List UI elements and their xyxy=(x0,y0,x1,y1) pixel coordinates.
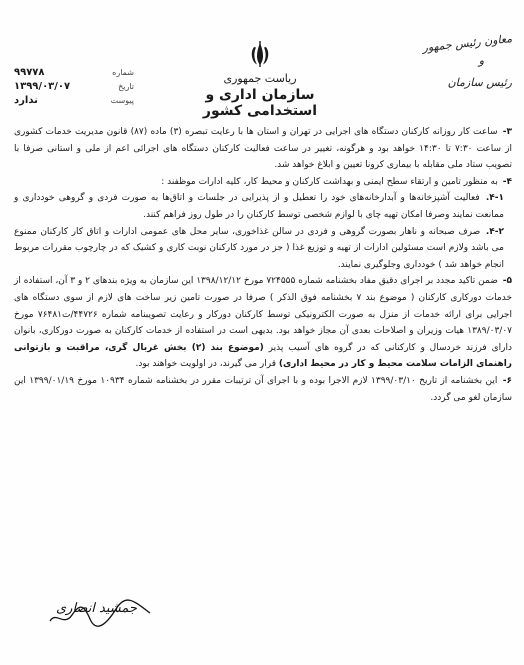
paragraph-4-1-text: فعالیت آشپزخانه‌ها و آبدارخانه‌های خود را تعطیل و از پذیرایی در جلسات و اتاق‌ها به صورت فردی و گروهی خودداری و ممانعت نمایند وصرفا امکان تهیه چای با لوازم شخصی توسط کارکنان را در طول روز فراهم کنند. xyxy=(14,193,504,220)
signature xyxy=(46,591,156,631)
paragraph-5-number: ۵- xyxy=(502,276,512,287)
paragraph-6-number: ۶- xyxy=(502,375,512,386)
meta-date-label: تاریخ xyxy=(118,82,134,91)
paragraph-5-text-end: قرار می گیرند، در اولویت خواهند بود. xyxy=(135,359,277,370)
paragraph-5-bold-text: (موضوع بند (۲) بخش غربال گری، مراقبت و بازتوانی راهنمای الزامات سلامت محیط و کار در محیط اداری) xyxy=(14,342,512,370)
letter-body xyxy=(14,124,512,406)
letter-meta xyxy=(14,66,134,108)
paragraph-4-2 xyxy=(14,224,512,274)
paragraph-6 xyxy=(14,373,512,406)
meta-attachment-value: ندارد xyxy=(14,95,38,106)
paragraph-4-2-number: ۴-۲. xyxy=(485,226,504,237)
paragraph-5 xyxy=(14,273,512,373)
paragraph-3 xyxy=(14,124,512,174)
addressee-line-2: و xyxy=(478,54,484,67)
meta-date xyxy=(14,80,134,94)
meta-date-value: ۱۳۹۹/۰۳/۰۷ xyxy=(14,81,71,92)
organization-name: ریاست جمهوری xyxy=(223,72,297,85)
paragraph-3-number: ۳- xyxy=(502,127,512,137)
letterhead xyxy=(185,72,335,119)
paragraph-4-text: به منظور تامین و ارتقاء سطح ایمنی و بهداشت کارکنان و محیط کار، کلیه ادارات موظفند : xyxy=(161,176,498,187)
meta-number-label: شماره xyxy=(112,68,134,77)
meta-attachment xyxy=(14,94,134,108)
addressee xyxy=(394,28,512,94)
paragraph-6-text: این بخشنامه از تاریخ ۱۳۹۹/۰۳/۱۰ لازم الاجرا بوده و با اجرای آن ترتیبات مقرر در بخشنامه شماره ۱۰۹۳۴ مورخ ۱۳۹۹/۰۱/۱۹ این سازمان لغو می گردد. xyxy=(14,375,512,403)
paragraph-4-number: ۴- xyxy=(502,176,512,187)
meta-attachment-label: پیوست xyxy=(110,96,134,105)
meta-number xyxy=(14,66,134,80)
paragraph-4-1 xyxy=(14,190,512,223)
paragraph-4-1-number: ۴-۱. xyxy=(485,193,504,204)
paragraph-5-text: ضمن تاکید مجدد بر اجرای دقیق مفاد بخشنامه شماره ۷۲۴۵۵۵ مورخ ۱۳۹۸/۱۲/۱۲ این سازمان به ویژه بندهای ۲ و ۳ آن، استفاده از خدمات دورکاری کارکنان ( موضوع بند ۷ بخشنامه فوق الذکر ) صرفا در صورت تامین زیر ساخت های لازم از سوی دستگاه های اجرایی برای ارائه خدمات از منزل به صورت الکترونیکی توسط کارکنان دورکار و رعایت تصویبنامه شماره ۴۴۷۲۶/ت۷۶۴۸۱ مورخ ۱۳۸۹/۰۳/۰۷ هیات وزیران و اصلاحات بعدی آن مجاز خواهد بود. بدیهی است در استفاده از خدمات کارکنان به صورت دورکاری، بانوان دارای فرزند خردسال و کارکنانی که در گروه های آسیب پذیر xyxy=(14,276,513,353)
organization-main-name: سازمان اداری و استخدامی کشور xyxy=(202,87,318,119)
addressee-line-3: رئیس سازمان xyxy=(447,76,512,89)
addressee-line-1: معاون رئیس جمهور xyxy=(421,32,513,55)
paragraph-4 xyxy=(14,174,512,191)
iran-emblem-icon xyxy=(246,40,274,68)
meta-number-value: ۹۹۷۷۸ xyxy=(14,67,45,78)
paragraph-4-2-text: صرف صبحانه و ناهار بصورت گروهی و فردی در سالن غذاخوری، سایر محل های عمومی ادارات و اتاق کار کارکنان ممنوع می باشد ولازم است مسئولین ادارات از تهیه و توزیع غذا ( جز در مورد کارکنان نوبت کاری و کشیک که در چارچوب مقررات مربوط انجام خواهد شد ) خودداری وجلوگیری نمایند. xyxy=(14,226,504,270)
signature-name: جمشید انصاری xyxy=(56,601,137,616)
paragraph-3-text: ساعت کار روزانه کارکنان دستگاه های اجرایی در تهران و استان ها با رعایت تبصره (۳) ماده (۸۷) قانون مدیریت خدمات کشوری از ساعت ۷:۳۰ تا ۱۴:۳۰ خواهد بود و هرگونه، تغییر در ساعت فعالیت کارکنان دستگاه های اجرائی اعم از ملی و استانی صرفا با تصویب ستاد ملی مقابله با بیماری کرونا تعیین و ابلاغ خواهد شد. xyxy=(14,127,513,171)
